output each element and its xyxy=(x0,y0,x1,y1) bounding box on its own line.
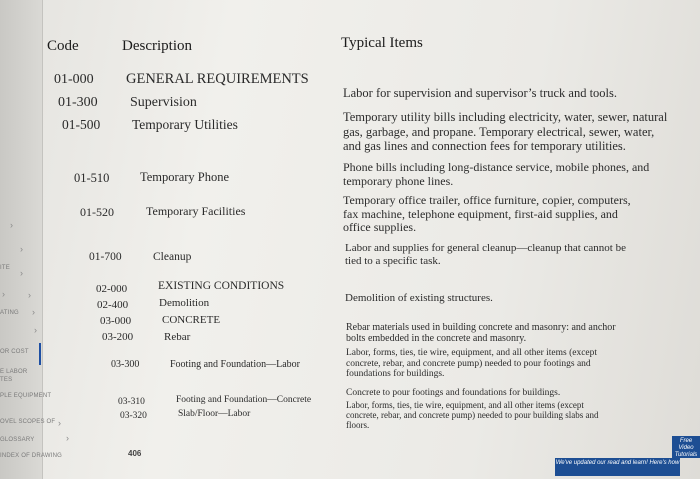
code-cell: 02-000 xyxy=(96,283,128,295)
code-cell: 03-320 xyxy=(120,411,147,421)
description-cell: Demolition xyxy=(159,297,210,309)
code-cell: 01-510 xyxy=(74,171,110,185)
code-cell: 03-200 xyxy=(102,331,134,343)
sidebar-item[interactable]: INDEX OF DRAWING xyxy=(0,453,62,459)
code-cell: 01-000 xyxy=(54,72,94,87)
sidebar-item[interactable]: GLOSSARY xyxy=(0,437,35,443)
description-cell: Cleanup xyxy=(153,251,192,263)
sidebar-item[interactable]: OR COST xyxy=(0,349,29,355)
description-cell: CONCRETE xyxy=(162,314,221,326)
sidebar-item[interactable]: ATING xyxy=(0,310,19,316)
sidebar-item[interactable]: PLE EQUIPMENT xyxy=(0,393,52,399)
typical-item-cell: Temporary utility bills including electricity, water, sewer, natural gas, garbage, and propane. Temporary electrical, sewer, water, and gas lines and connection fees for temporary utilities. xyxy=(343,110,668,153)
chevron-right-icon[interactable]: › xyxy=(32,307,35,317)
code-cell: 03-310 xyxy=(118,397,145,407)
description-cell: Footing and Foundation—Concrete xyxy=(176,395,312,405)
chevron-right-icon[interactable]: › xyxy=(66,433,69,443)
typical-item-cell: Labor and supplies for general cleanup—cleanup that cannot be tied to a specific task. xyxy=(345,242,626,267)
code-cell: 01-700 xyxy=(89,251,122,263)
typical-item-cell: Labor for supervision and supervisor’s truck and tools. xyxy=(343,86,618,100)
typical-item-cell: Demolition of existing structures. xyxy=(345,292,493,304)
typical-item-cell: Concrete to pour footings and foundations for buildings. xyxy=(346,388,561,398)
video-tutorials-badge[interactable]: Free Video Tutorials xyxy=(672,436,700,458)
description-cell: Rebar xyxy=(164,331,191,343)
chevron-right-icon[interactable]: › xyxy=(10,220,13,230)
chevron-right-icon[interactable]: › xyxy=(20,244,23,254)
sidebar-item[interactable]: E LABOR xyxy=(0,369,28,375)
description-cell: Supervision xyxy=(130,95,197,110)
typical-item-cell: Rebar materials used in building concrete and masonry: and anchor bolts embedded in the concrete and masonry. xyxy=(346,322,616,344)
description-cell: Temporary Phone xyxy=(140,170,230,184)
current-section-indicator xyxy=(39,343,41,365)
code-cell: 01-520 xyxy=(80,205,114,219)
code-cell: 01-500 xyxy=(62,117,101,132)
chevron-right-icon[interactable]: › xyxy=(58,418,61,428)
sidebar-item[interactable]: TES xyxy=(0,377,13,383)
header-description: Description xyxy=(122,38,192,54)
description-cell: GENERAL REQUIREMENTS xyxy=(126,71,309,87)
update-notice-banner[interactable]: We've updated our read and learn! Here's how xyxy=(555,458,680,476)
chevron-right-icon[interactable]: › xyxy=(28,290,31,300)
typical-item-cell: Labor, forms, ties, tie wire, equipment, and all other items (except concrete, rebar, and concrete pump) needed to pour footings and foundations for buildings. xyxy=(346,348,598,379)
header-typical-items: Typical Items xyxy=(341,35,423,51)
page-number: 406 xyxy=(128,449,142,458)
code-cell: 03-300 xyxy=(111,359,140,370)
sidebar-item[interactable]: OVEL SCOPES OF xyxy=(0,419,56,425)
description-cell: Slab/Floor—Labor xyxy=(178,409,251,419)
header-code: Code xyxy=(47,38,79,54)
description-cell: Footing and Foundation—Labor xyxy=(170,359,300,370)
sidebar-item[interactable]: ITE xyxy=(0,265,10,271)
code-cell: 01-300 xyxy=(58,95,98,110)
description-cell: Temporary Facilities xyxy=(146,204,246,218)
typical-item-cell: Phone bills including long-distance service, mobile phones, and temporary phone lines. xyxy=(343,160,650,188)
typical-item-cell: Labor, forms, ties, tie wire, equipment, and all other items (except concrete, rebar, and concrete pump) needed to pour building slabs and floors. xyxy=(346,400,599,430)
code-cell: 03-000 xyxy=(100,315,132,327)
description-cell: EXISTING CONDITIONS xyxy=(158,280,285,292)
chevron-right-icon[interactable]: › xyxy=(2,289,5,299)
code-cell: 02-400 xyxy=(97,299,129,311)
typical-item-cell: Temporary office trailer, office furniture, copier, computers, fax machine, telephone equipment, first-aid supplies, and office supplies. xyxy=(343,193,631,234)
chevron-right-icon[interactable]: › xyxy=(20,268,23,278)
description-cell: Temporary Utilities xyxy=(132,117,238,132)
chevron-right-icon[interactable]: › xyxy=(34,325,37,335)
table-of-contents-sidebar[interactable] xyxy=(0,0,62,479)
